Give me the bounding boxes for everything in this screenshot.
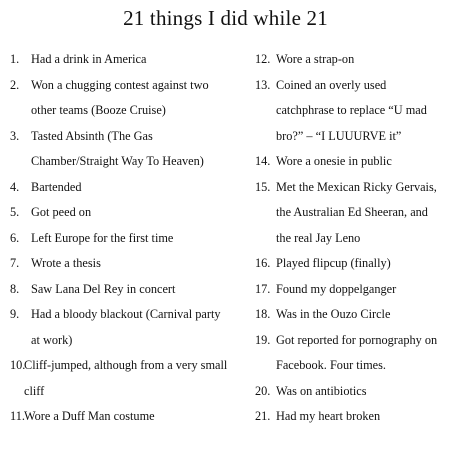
item-number: 11. bbox=[10, 409, 25, 423]
item-text: Wore a Duff Man costume bbox=[24, 409, 155, 423]
list-item bbox=[10, 302, 232, 353]
list-item bbox=[255, 47, 445, 73]
list-item bbox=[10, 277, 232, 303]
item-text: Bartended bbox=[31, 179, 82, 194]
item-number: 7. bbox=[10, 256, 20, 270]
item-number: 12. bbox=[255, 52, 271, 66]
list-item bbox=[255, 175, 445, 252]
item-text: Played flipcup (finally) bbox=[276, 256, 391, 270]
list-item bbox=[10, 200, 232, 226]
item-text: Got reported for pornography on Facebook. Four times. bbox=[276, 332, 438, 372]
item-text: Got peed on bbox=[31, 205, 92, 219]
item-number: 10. bbox=[10, 358, 26, 372]
item-number: 14. bbox=[255, 154, 271, 168]
list-item bbox=[10, 124, 232, 175]
list-right-column bbox=[255, 47, 445, 430]
list-item bbox=[10, 404, 232, 430]
list-item bbox=[10, 251, 232, 277]
item-number: 20. bbox=[255, 383, 271, 398]
item-text: Left Europe for the first time bbox=[31, 230, 174, 245]
item-text: Won a chugging contest against two other teams (Booze Cruise) bbox=[31, 77, 209, 117]
list-item bbox=[255, 149, 445, 175]
list-left-column bbox=[10, 47, 232, 430]
item-text: Found my doppelganger bbox=[276, 281, 397, 296]
item-number: 13. bbox=[255, 77, 271, 92]
item-number: 4. bbox=[10, 179, 20, 194]
list-item bbox=[10, 353, 232, 404]
item-text: Wore a onesie in public bbox=[276, 154, 392, 168]
item-number: 16. bbox=[255, 256, 271, 270]
list-item bbox=[255, 73, 445, 150]
item-number: 8. bbox=[10, 281, 20, 296]
item-number: 3. bbox=[10, 128, 20, 143]
item-number: 6. bbox=[10, 230, 20, 245]
item-text: Had a bloody blackout (Carnival party at work) bbox=[31, 307, 221, 347]
item-number: 19. bbox=[255, 332, 271, 347]
item-text: Wore a strap-on bbox=[276, 52, 355, 66]
page-title: 21 things I did while 21 bbox=[123, 6, 328, 30]
list-item bbox=[255, 302, 445, 328]
item-number: 1. bbox=[10, 52, 20, 66]
list-item bbox=[255, 328, 445, 379]
item-text: Cliff-jumped, although from a very small cliff bbox=[24, 358, 228, 398]
list-item bbox=[10, 175, 232, 201]
item-text: Coined an overly used catchphrase to replace “U mad bro?” – “I LUUURVE it” bbox=[276, 77, 427, 143]
item-number: 5. bbox=[10, 205, 20, 219]
list-item bbox=[255, 404, 445, 430]
list-item bbox=[255, 379, 445, 405]
item-number: 17. bbox=[255, 281, 271, 296]
list-item bbox=[255, 277, 445, 303]
item-text: Wrote a thesis bbox=[31, 256, 101, 270]
item-number: 9. bbox=[10, 307, 20, 321]
item-number: 18. bbox=[255, 307, 271, 321]
list-item bbox=[10, 226, 232, 252]
item-number: 15. bbox=[255, 179, 271, 194]
list-item bbox=[255, 251, 445, 277]
item-text: Had a drink in America bbox=[31, 52, 147, 66]
list-item bbox=[10, 47, 232, 73]
list-item bbox=[10, 73, 232, 124]
item-text: Tasted Absinth (The Gas Chamber/Straight Way To Heaven) bbox=[31, 128, 204, 168]
item-text: Was in the Ouzo Circle bbox=[276, 307, 391, 321]
item-text: Had my heart broken bbox=[276, 409, 381, 423]
item-number: 2. bbox=[10, 77, 20, 92]
item-text: Met the Mexican Ricky Gervais, the Australian Ed Sheeran, and the real Jay Leno bbox=[276, 179, 437, 245]
item-text: Was on antibiotics bbox=[276, 383, 367, 398]
item-text: Saw Lana Del Rey in concert bbox=[31, 281, 176, 296]
item-number: 21. bbox=[255, 409, 271, 423]
